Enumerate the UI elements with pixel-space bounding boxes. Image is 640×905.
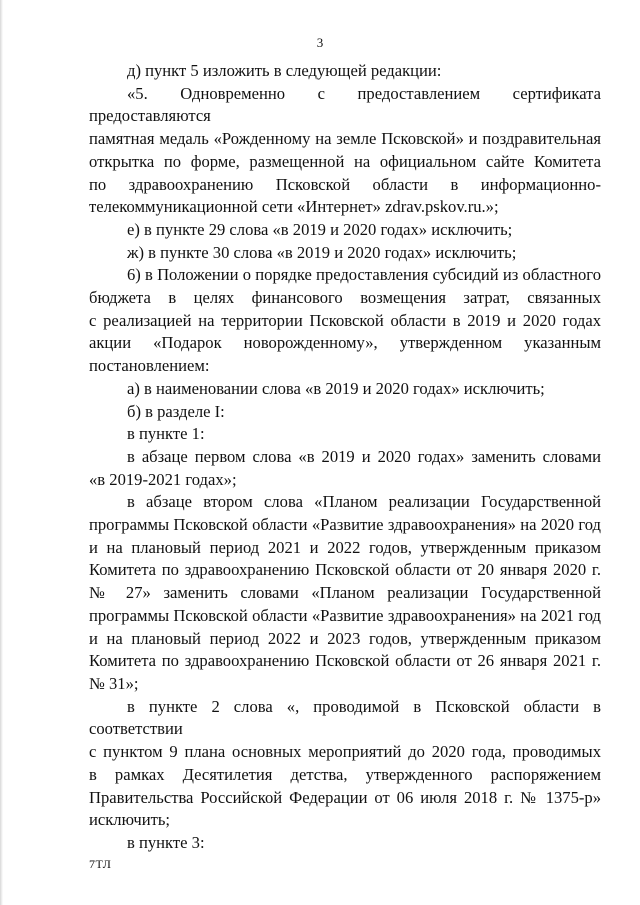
footer-code: 7ТЛ (89, 857, 112, 871)
text-line: постановлением: (89, 356, 210, 376)
text-line: в пункте 2 слова «, проводимой в Псковской области в соответствии (89, 696, 601, 739)
text-line: и на плановый период 2022 и 2023 годов, утвержденным приказом (89, 628, 601, 648)
text-line: ж) в пункте 30 слова «в 2019 и 2020 годах» исключить; (127, 242, 517, 262)
text-line: е) в пункте 29 слова «в 2019 и 2020 годах» исключить; (127, 219, 513, 239)
text-line: акции «Подарок новорожденному», утвержденном указанным (89, 333, 601, 353)
text-line: № 31»; (89, 673, 139, 693)
text-line: в пункте 3: (127, 832, 205, 852)
text-line: а) в наименовании слова «в 2019 и 2020 годах» исключить; (127, 378, 545, 398)
text-line: программы Псковской области «Развитие здравоохранения» на 2021 год (89, 605, 601, 625)
text-line: и на плановый период 2021 и 2022 годов, утвержденным приказом (89, 537, 601, 557)
text-line: № 27» заменить словами «Планом реализации Государственной (89, 583, 601, 603)
text-line: в рамках Десятилетия детства, утвержденного распоряжением (89, 764, 601, 784)
text-line: б) в разделе I: (127, 401, 225, 421)
text-line: открытка по форме, размещенной на официальном сайте Комитета (89, 151, 601, 171)
text-line: по здравоохранению Псковской области в информационно- (89, 174, 601, 194)
scan-edge-shadow (0, 0, 3, 905)
text-line: в абзаце первом слова «в 2019 и 2020 годах» заменить словами (127, 446, 601, 466)
text-line: бюджета в целях финансового возмещения затрат, связанных (89, 288, 601, 308)
text-line: телекоммуникационной сети «Интернет» zdrav.pskov.ru.»; (89, 197, 499, 217)
text-line: д) пункт 5 изложить в следующей редакции: (127, 61, 442, 80)
text-line: Комитета по здравоохранению Псковской области от 26 января 2021 г. (89, 651, 601, 671)
text-line: «в 2019-2021 годах»; (89, 469, 237, 489)
text-line: программы Псковской области «Развитие здравоохранения» на 2020 год (89, 515, 601, 535)
text-line: Правительства Российской Федерации от 06 июля 2018 г. № 1375-р» (89, 787, 601, 807)
text-line: 6) в Положении о порядке предоставления субсидий из областного (127, 265, 601, 285)
text-line: в абзаце втором слова «Планом реализации Государственной (127, 492, 601, 512)
text-line: с пунктом 9 плана основных мероприятий до 2020 года, проводимых (89, 742, 601, 762)
text-line: Комитета по здравоохранению Псковской области от 20 января 2020 г. (89, 560, 601, 580)
document-body (89, 60, 601, 855)
text-line: исключить; (89, 810, 171, 830)
text-line: памятная медаль «Рожденному на земле Псковской» и поздравительная (89, 129, 601, 149)
text-line: с реализацией на территории Псковской области в 2019 и 2020 годах (89, 310, 601, 330)
text-line: в пункте 1: (127, 424, 205, 444)
text-line: «5. Одновременно с предоставлением сертификата предоставляются (89, 83, 601, 126)
page-number: 3 (316, 35, 324, 50)
